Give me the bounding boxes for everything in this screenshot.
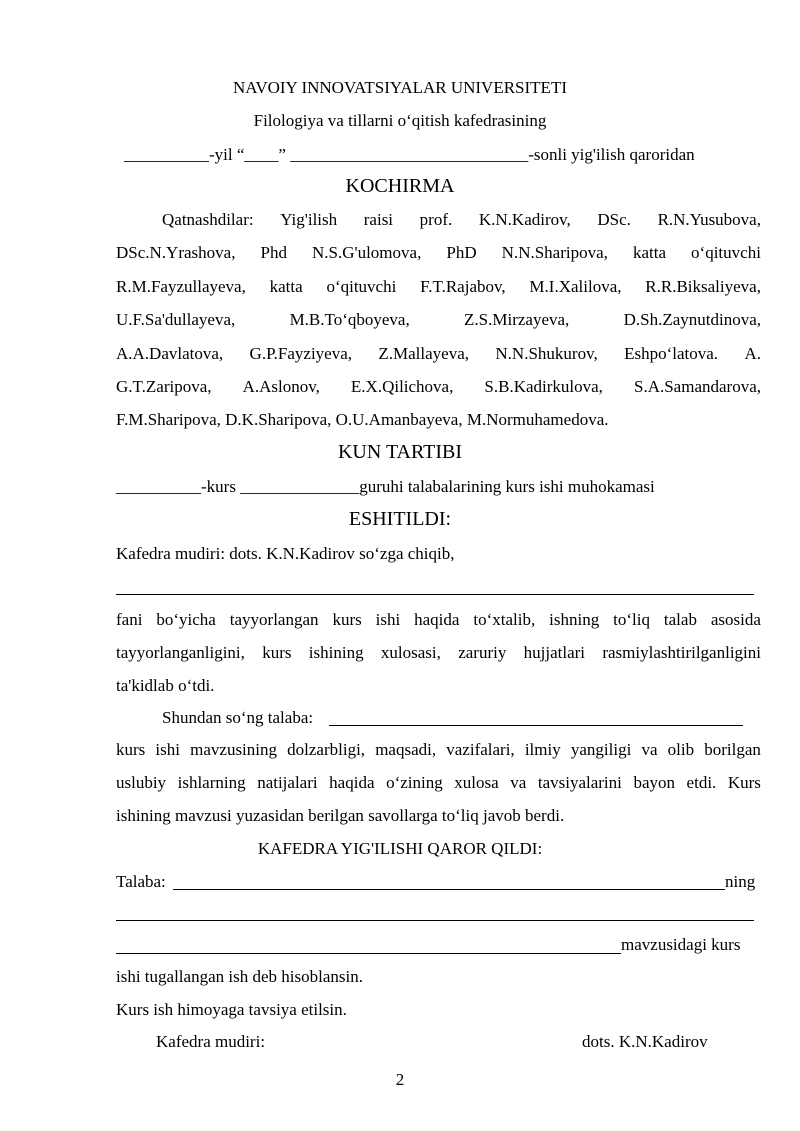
heading-agenda: KUN TARTIBI [337, 441, 463, 463]
word: bo‘yicha [156, 610, 216, 629]
blank-course: __________ [116, 477, 201, 496]
heading-heard: ESHITILDI: [348, 508, 452, 530]
word: S.B.Kadirkulova, [484, 377, 603, 396]
word: dolzarbligi, [287, 740, 366, 759]
blank-line-student-name [173, 889, 725, 890]
participants-line-6 [116, 377, 761, 397]
signature-name: dots. K.N.Kadirov [582, 1032, 708, 1051]
word: E.X.Qilichova, [350, 377, 454, 396]
word: G.T.Zaripova, [116, 377, 212, 396]
word: tayyorlanganligini, [116, 643, 245, 662]
participants-line-2 [116, 243, 761, 263]
word: to‘liq [613, 610, 650, 629]
word: ishning [549, 610, 600, 629]
word: zaruriy [458, 643, 507, 662]
word: G.P.Fayziyeva, [249, 344, 353, 363]
word: katta [269, 277, 303, 296]
participants-line-1 [162, 210, 761, 230]
word: kurs [116, 740, 146, 759]
group-text: guruhi talabalarining kurs ishi muhokamasi [359, 477, 655, 496]
word: A. [744, 344, 761, 363]
blank-year: __________ [124, 145, 209, 164]
agenda-line [116, 477, 655, 497]
word: M.I.Xalilova, [529, 277, 622, 296]
word: o‘zining [386, 773, 443, 792]
participants-line-4 [116, 310, 761, 330]
blank-line-subject [116, 594, 754, 595]
word: raisi [363, 210, 394, 229]
word: M.B.To‘qboyeva, [289, 310, 410, 329]
meeting-line [124, 145, 695, 165]
word: haqida [329, 773, 375, 792]
blank-group: ______________ [240, 477, 360, 496]
head-speech: Kafedra mudiri: dots. K.N.Kadirov so‘zga chiqib, [116, 544, 455, 563]
word: kurs [262, 643, 292, 662]
word: tavsiyalarini [537, 773, 622, 792]
speech-line-3: ta'kidlab o‘tdi. [116, 676, 215, 695]
word: o‘qituvchi [326, 277, 397, 296]
word: tayyorlangan [229, 610, 319, 629]
word: va [641, 740, 658, 759]
word: R.M.Fayzullayeva, [116, 277, 246, 296]
word: uslubiy [116, 773, 167, 792]
blank-line-topic-2 [116, 953, 621, 954]
word: N.S.G'ulomova, [312, 243, 422, 262]
blank-day: ____ [244, 145, 279, 164]
word: olib [667, 740, 695, 759]
word: U.F.Sa'dullayeva, [116, 310, 236, 329]
word: asosida [710, 610, 761, 629]
signature-role: Kafedra mudiri: [156, 1032, 266, 1051]
word: Yig'ilish [280, 210, 338, 229]
word: PhD [446, 243, 477, 262]
participants-line-7: F.M.Sharipova, D.K.Sharipova, O.U.Amanbayeva, M.Normuhamedova. [116, 410, 609, 429]
word: yangiligi [570, 740, 632, 759]
word: F.T.Rajabov, [420, 277, 506, 296]
year-text: -yil “ [209, 145, 245, 164]
word: Phd [260, 243, 287, 262]
word: N.N.Shukurov, [495, 344, 598, 363]
word: K.N.Kadirov, [478, 210, 571, 229]
word: Qatnashdilar: [162, 210, 254, 229]
word: DSc.N.Yrashova, [116, 243, 236, 262]
number-text: -sonli yig'ilish qaroridan [528, 145, 695, 164]
blank-line-student [329, 725, 743, 726]
speech-line-1 [116, 610, 761, 630]
heading-extract: KOCHIRMA [345, 175, 455, 197]
word: S.A.Samandarova, [633, 377, 761, 396]
word: xulosasi, [380, 643, 441, 662]
department-name: Filologiya va tillarni o‘qitish kafedrasining [253, 111, 547, 130]
quote-close: ” [278, 145, 291, 164]
word: N.N.Sharipova, [501, 243, 608, 262]
heading-decision: KAFEDRA YIG'ILISHI QAROR QILDI: [257, 839, 543, 858]
university-name: NAVOIY INNOVATSIYALAR UNIVERSITETI [232, 78, 567, 97]
word: Z.Mallayeva, [378, 344, 470, 363]
student-line-1 [116, 740, 761, 760]
word: ishi [155, 740, 180, 759]
word: rasmiylashtirilganligini [602, 643, 761, 662]
word: to‘xtalib, [473, 610, 536, 629]
word: R.N.Yusubova, [657, 210, 761, 229]
word: ishlarning [177, 773, 246, 792]
word: etdi. [686, 773, 717, 792]
blank-number: ____________________________ [290, 145, 529, 164]
word: talab [663, 610, 697, 629]
word: DSc. [597, 210, 631, 229]
speech-line-2 [116, 643, 761, 663]
word: katta [632, 243, 666, 262]
word: A.A.Davlatova, [116, 344, 224, 363]
word: o‘qituvchi [691, 243, 761, 262]
participants-line-5 [116, 344, 761, 364]
word: mavzusining [190, 740, 278, 759]
page-number: 2 [395, 1070, 405, 1089]
decision-recommend: Kurs ish himoyaga tavsiya etilsin. [116, 1000, 347, 1019]
word: ishining [308, 643, 364, 662]
word: vazifalari, [446, 740, 515, 759]
student-intro: Shundan so‘ng talaba: [162, 708, 314, 727]
word: R.R.Biksaliyeva, [645, 277, 761, 296]
word: maqsadi, [375, 740, 437, 759]
blank-line-topic-1 [116, 920, 754, 921]
word: bayon [633, 773, 675, 792]
word: va [510, 773, 527, 792]
decision-student-label: Talaba: [116, 872, 166, 891]
student-line-2 [116, 773, 761, 793]
word: Kurs [727, 773, 761, 792]
word: hujjatlari [523, 643, 586, 662]
word: D.Sh.Zaynutdinova, [623, 310, 761, 329]
decision-topic-suffix: mavzusidagi kurs [621, 935, 741, 954]
word: A.Aslonov, [242, 377, 320, 396]
word: ilmiy [524, 740, 561, 759]
word: natijalari [257, 773, 318, 792]
word: Eshpo‘latova. [624, 344, 719, 363]
word: haqida [414, 610, 460, 629]
student-line-3: ishining mavzusi yuzasidan berilgan savollarga to‘liq javob berdi. [116, 806, 565, 825]
word: borilgan [704, 740, 761, 759]
word: fani [116, 610, 143, 629]
word: prof. [419, 210, 453, 229]
participants-line-3 [116, 277, 761, 297]
word: ishi [375, 610, 401, 629]
word: Z.S.Mirzayeva, [464, 310, 570, 329]
course-text: -kurs [201, 477, 241, 496]
word: kurs [332, 610, 362, 629]
word: xulosa [454, 773, 499, 792]
decision-finished: ishi tugallangan ish deb hisoblansin. [116, 967, 363, 986]
decision-ning: ning [725, 872, 756, 891]
